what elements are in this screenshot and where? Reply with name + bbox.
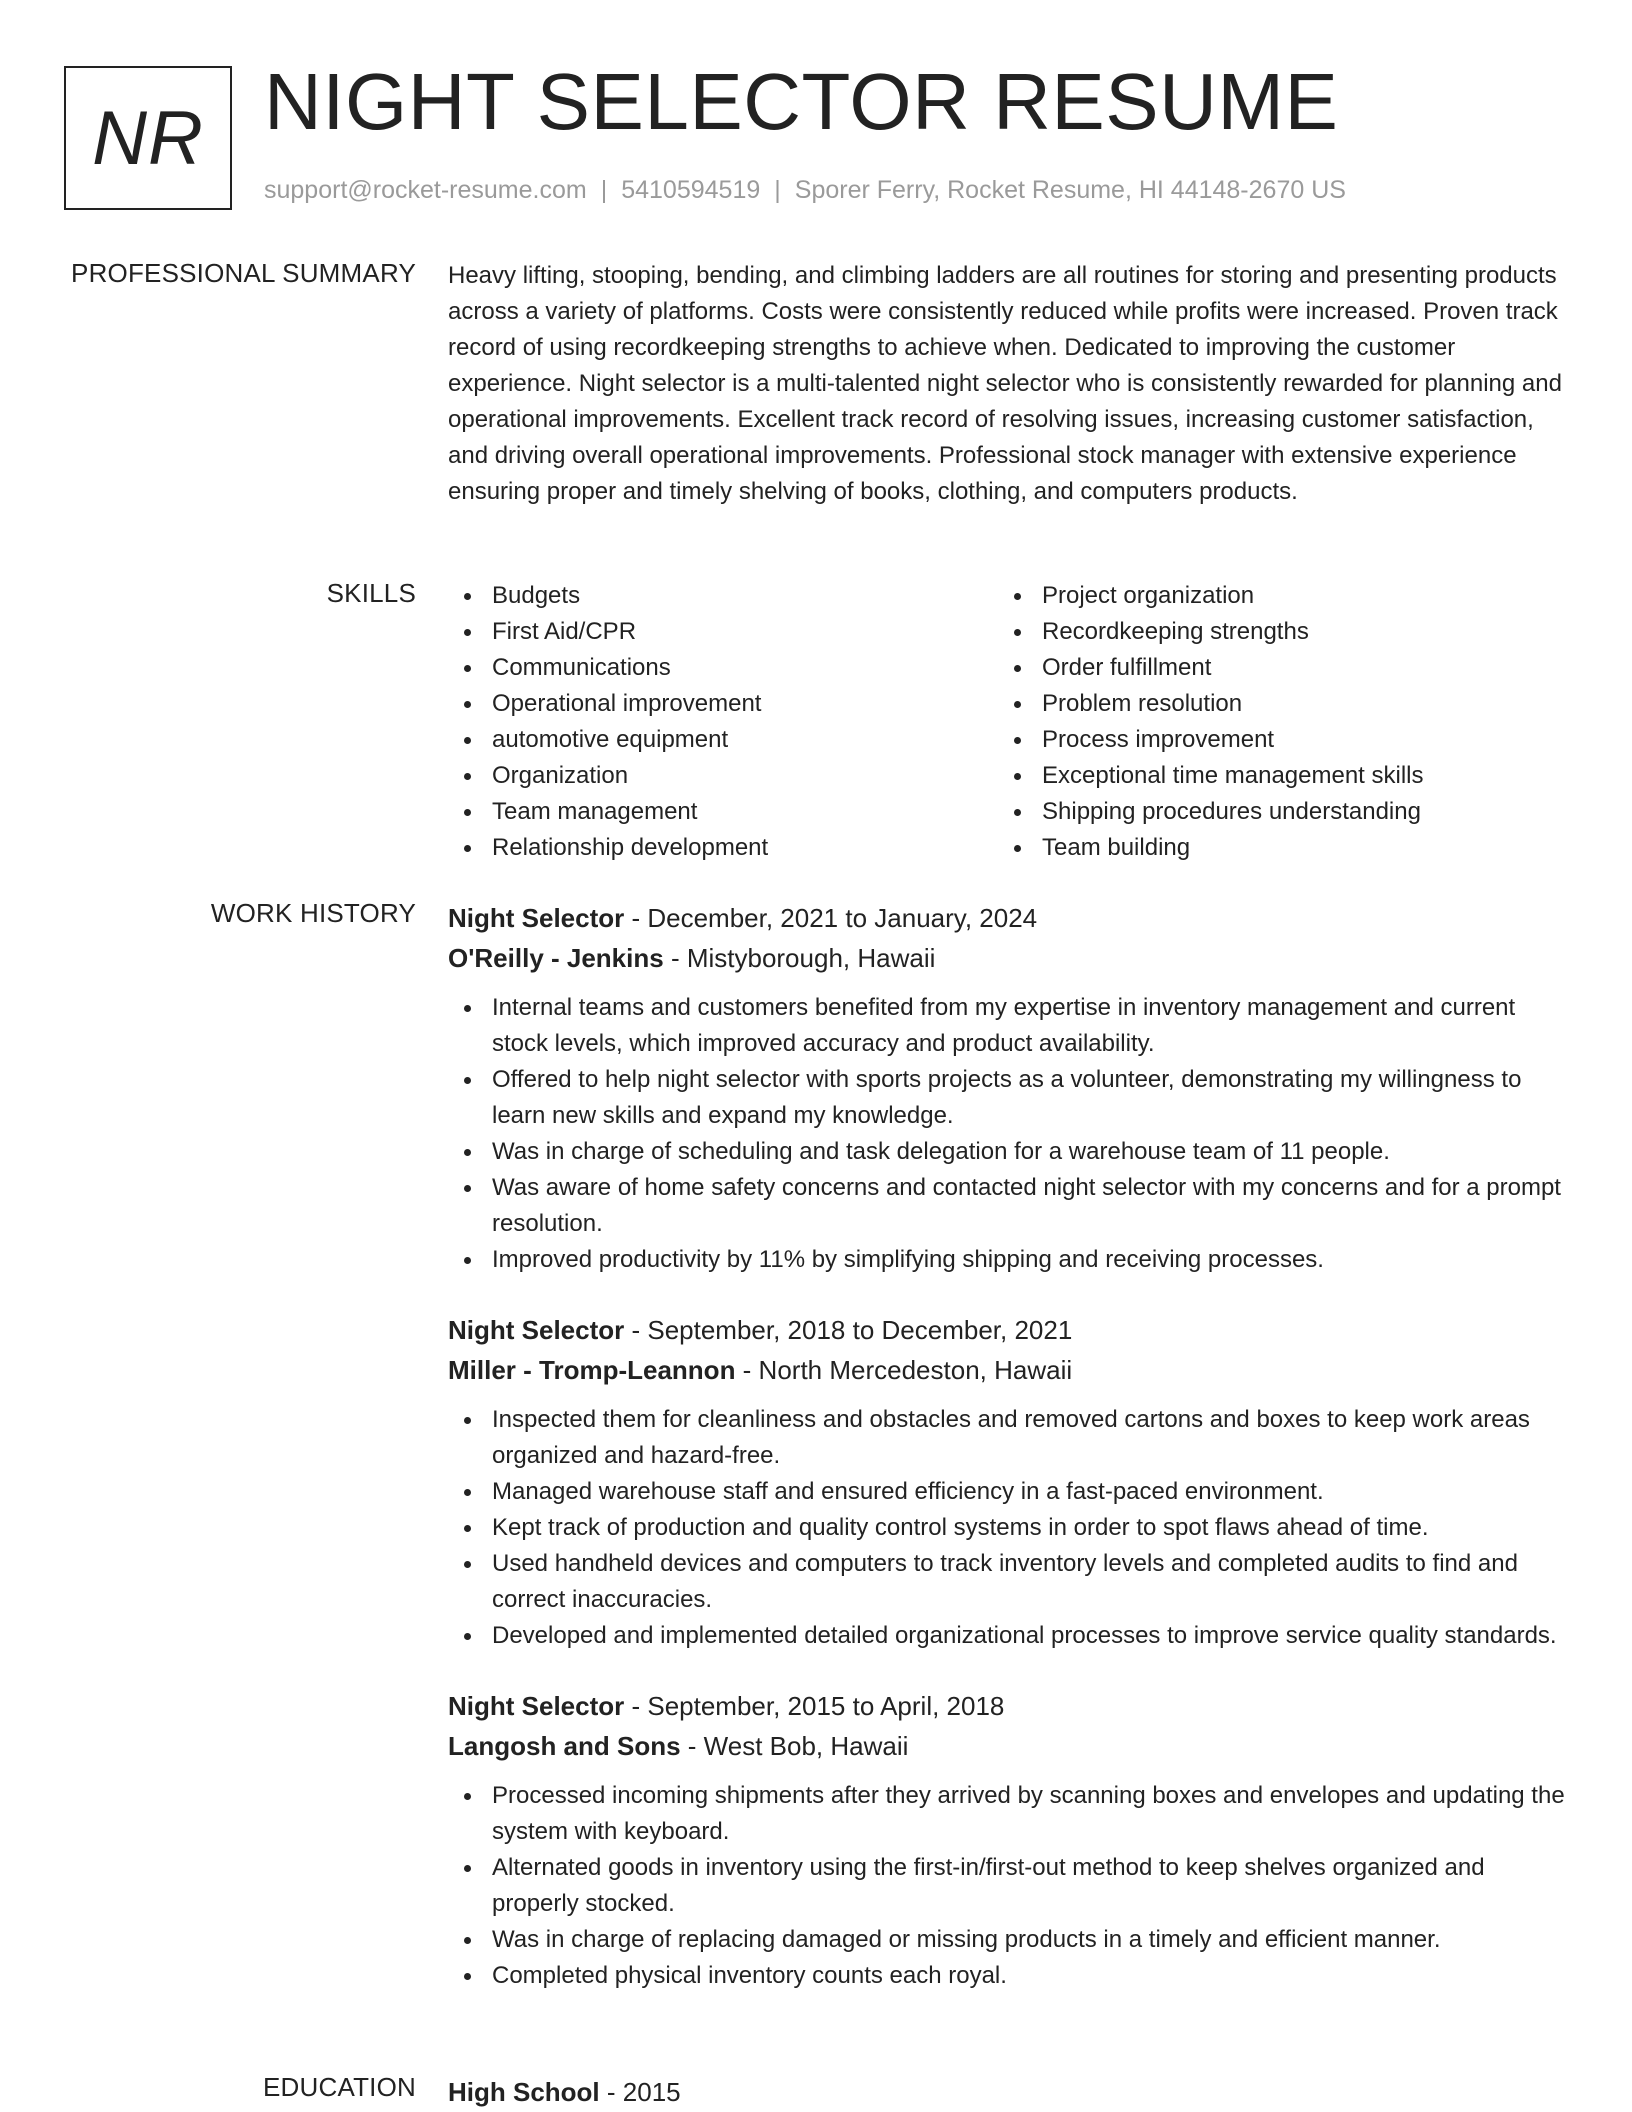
skill-item: automotive equipment bbox=[448, 722, 998, 758]
job-bullet: Alternated goods in inventory using the first-in/first-out method to keep shelves organized and properly stocked. bbox=[448, 1850, 1568, 1922]
job-bullet: Completed physical inventory counts each royal. bbox=[448, 1958, 1568, 1994]
work-history-label: WORK HISTORY bbox=[210, 898, 416, 928]
contact-email: support@rocket-resume.com bbox=[264, 176, 587, 204]
job-entry bbox=[448, 1310, 1568, 1654]
job-bullet: Managed warehouse staff and ensured efficiency in a fast-paced environment. bbox=[448, 1474, 1568, 1510]
job-bullet: Developed and implemented detailed organizational processes to improve service quality standards. bbox=[448, 1618, 1568, 1654]
skill-item: Project organization bbox=[998, 578, 1548, 614]
job-bullet: Processed incoming shipments after they arrived by scanning boxes and envelopes and updating the system with keyboard. bbox=[448, 1778, 1568, 1850]
skill-item: Team management bbox=[448, 794, 998, 830]
education-degree: High School bbox=[448, 2077, 600, 2107]
job-location: - North Mercedeston, Hawaii bbox=[735, 1355, 1073, 1385]
job-dates: - September, 2018 to December, 2021 bbox=[624, 1315, 1073, 1345]
skills-label: SKILLS bbox=[326, 578, 416, 608]
job-entry bbox=[448, 898, 1568, 1278]
job-location: - Mistyborough, Hawaii bbox=[663, 943, 936, 973]
education-label: EDUCATION bbox=[263, 2072, 416, 2102]
skill-item: First Aid/CPR bbox=[448, 614, 998, 650]
job-title: Night Selector bbox=[448, 1315, 625, 1345]
contact-phone: 5410594519 bbox=[621, 176, 761, 204]
education-line bbox=[448, 2072, 1568, 2112]
skill-item: Exceptional time management skills bbox=[998, 758, 1548, 794]
work-history-body bbox=[448, 898, 1568, 2026]
skills-left-list bbox=[448, 578, 998, 866]
skill-item: Relationship development bbox=[448, 830, 998, 866]
job-bullets bbox=[448, 1778, 1568, 1994]
job-bullet: Offered to help night selector with sports projects as a volunteer, demonstrating my willingness to learn new skills and expand my knowledge. bbox=[448, 1062, 1568, 1134]
job-bullets bbox=[448, 1402, 1568, 1654]
job-bullets bbox=[448, 990, 1568, 1278]
job-title-line bbox=[448, 1686, 1568, 1726]
skill-item: Budgets bbox=[448, 578, 998, 614]
job-company-line bbox=[448, 1726, 1568, 1766]
skill-item: Team building bbox=[998, 830, 1548, 866]
skill-item: Organization bbox=[448, 758, 998, 794]
job-company-line bbox=[448, 1350, 1568, 1390]
skill-item: Shipping procedures understanding bbox=[998, 794, 1548, 830]
job-company: Langosh and Sons bbox=[448, 1731, 681, 1761]
job-bullet: Was in charge of replacing damaged or missing products in a timely and efficient manner. bbox=[448, 1922, 1568, 1958]
skills-right-list bbox=[998, 578, 1548, 866]
job-title: Night Selector bbox=[448, 1691, 625, 1721]
resume-title: NIGHT SELECTOR RESUME bbox=[264, 57, 1339, 146]
contact-separator: | bbox=[774, 176, 781, 204]
job-title-line bbox=[448, 1310, 1568, 1350]
skill-item: Recordkeeping strengths bbox=[998, 614, 1548, 650]
education-year: - 2015 bbox=[599, 2077, 681, 2107]
job-dates: - December, 2021 to January, 2024 bbox=[624, 903, 1038, 933]
monogram-badge bbox=[64, 66, 232, 210]
skill-item: Problem resolution bbox=[998, 686, 1548, 722]
job-bullet: Used handheld devices and computers to track inventory levels and completed audits to find and correct inaccuracies. bbox=[448, 1546, 1568, 1618]
job-bullet: Kept track of production and quality control systems in order to spot flaws ahead of time. bbox=[448, 1510, 1568, 1546]
job-dates: - September, 2015 to April, 2018 bbox=[624, 1691, 1005, 1721]
contact-line bbox=[264, 176, 1346, 205]
job-company-line bbox=[448, 938, 1568, 978]
job-bullet: Improved productivity by 11% by simplifying shipping and receiving processes. bbox=[448, 1242, 1568, 1278]
summary-text: Heavy lifting, stooping, bending, and climbing ladders are all routines for storing and presenting products across a variety of platforms. Costs were consistently reduced while profits were increased. Proven track record of using recordkeeping strengths to achieve when. Dedicated to improving the customer experience. Night selector is a multi-talented night selector who is consistently rewarded for planning and operational improvements. Excellent track record of resolving issues, increasing customer satisfaction, and driving overall operational improvements. Professional stock manager with extensive experience ensuring proper and timely shelving of books, clothing, and computers products. bbox=[448, 262, 1562, 505]
skill-item: Order fulfillment bbox=[998, 650, 1548, 686]
job-company: O'Reilly - Jenkins bbox=[448, 943, 664, 973]
job-bullet: Was aware of home safety concerns and contacted night selector with my concerns and for a prompt resolution. bbox=[448, 1170, 1568, 1242]
job-bullet: Internal teams and customers benefited from my expertise in inventory management and current stock levels, which improved accuracy and product availability. bbox=[448, 990, 1568, 1062]
monogram-initials: NR bbox=[92, 95, 204, 181]
summary-label: PROFESSIONAL SUMMARY bbox=[71, 258, 416, 288]
skill-item: Communications bbox=[448, 650, 998, 686]
job-title: Night Selector bbox=[448, 903, 625, 933]
job-location: - West Bob, Hawaii bbox=[680, 1731, 909, 1761]
job-title-line bbox=[448, 898, 1568, 938]
skill-item: Process improvement bbox=[998, 722, 1548, 758]
job-entry bbox=[448, 1686, 1568, 1994]
skills-body bbox=[448, 578, 1568, 866]
job-bullet: Inspected them for cleanliness and obstacles and removed cartons and boxes to keep work areas organized and hazard-free. bbox=[448, 1402, 1568, 1474]
contact-separator: | bbox=[600, 176, 608, 204]
contact-address: Sporer Ferry, Rocket Resume, HI 44148-2670 US bbox=[794, 176, 1346, 204]
job-bullet: Was in charge of scheduling and task delegation for a warehouse team of 11 people. bbox=[448, 1134, 1568, 1170]
summary-body bbox=[448, 258, 1568, 510]
job-company: Miller - Tromp-Leannon bbox=[448, 1355, 736, 1385]
skill-item: Operational improvement bbox=[448, 686, 998, 722]
education-body bbox=[448, 2072, 1568, 2112]
